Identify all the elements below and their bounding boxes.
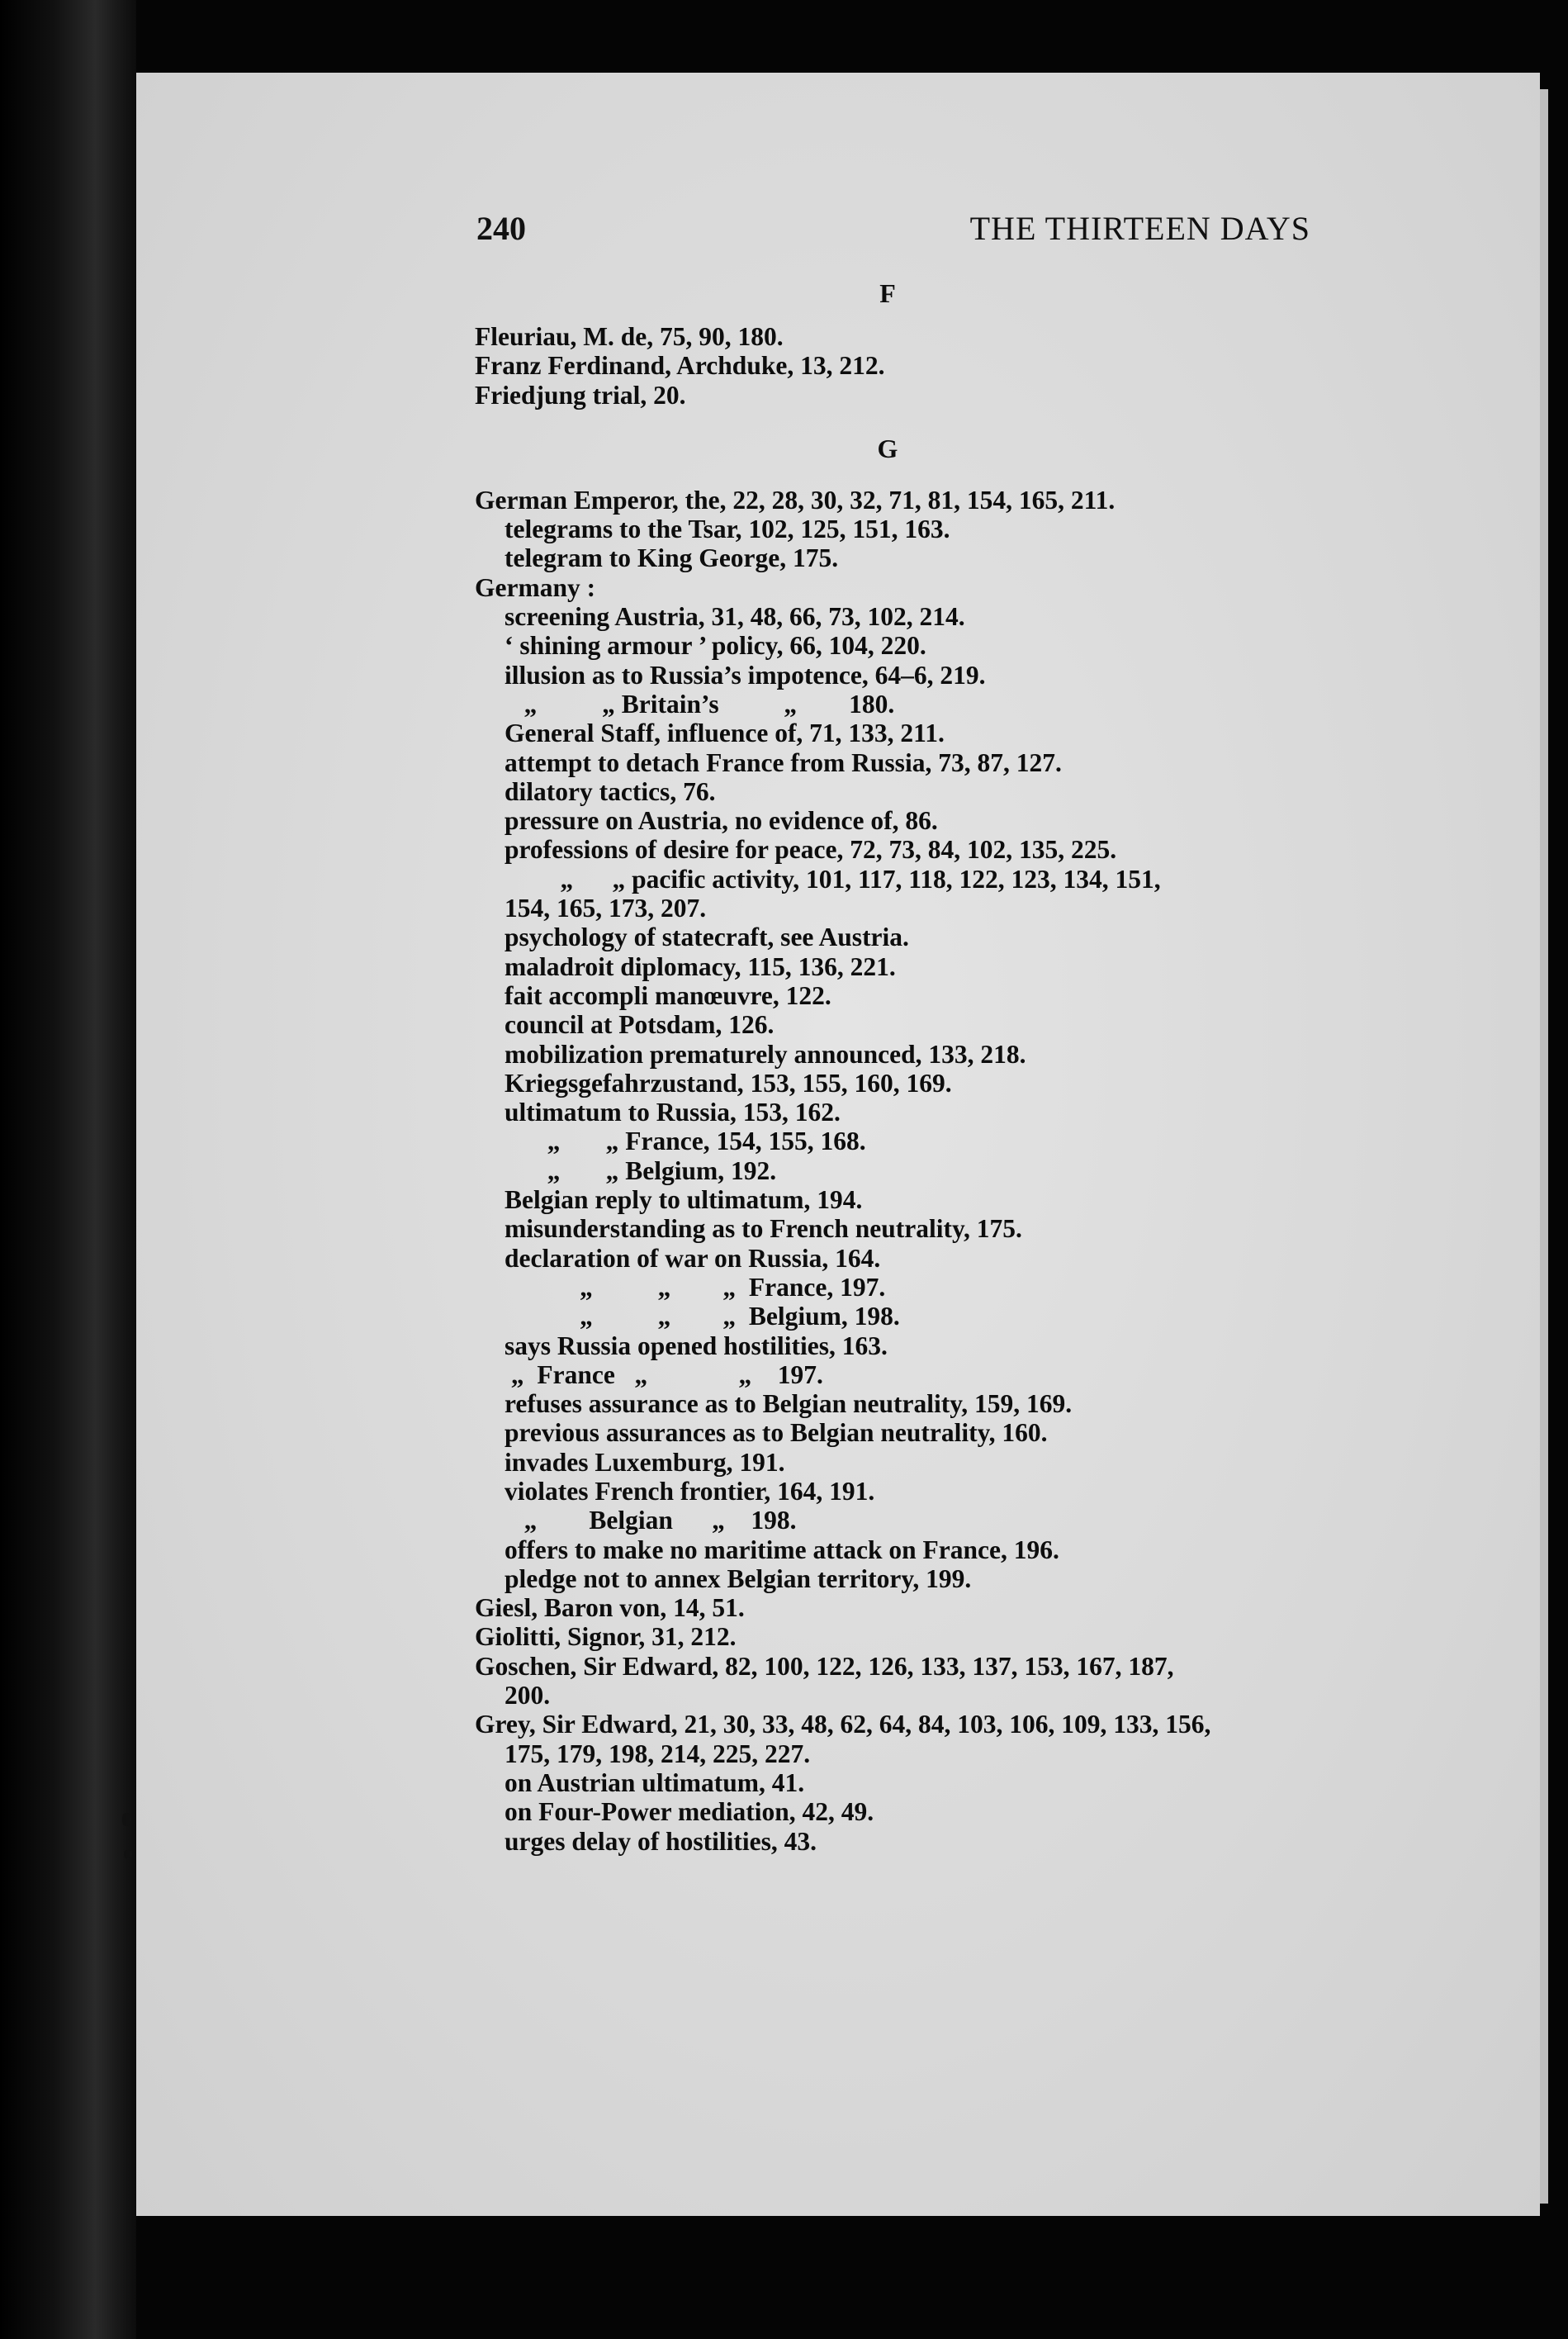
index-entry: psychology of statecraft, see Austria. bbox=[505, 923, 909, 952]
index-entry: dilatory tactics, 76. bbox=[505, 776, 716, 806]
index-entry: pressure on Austria, no evidence of, 86. bbox=[505, 806, 938, 836]
book-binding-edge bbox=[0, 0, 136, 2339]
index-entry: illusion as to Russia’s impotence, 64–6, 219. bbox=[505, 660, 986, 690]
running-title: THE THIRTEEN DAYS bbox=[969, 210, 1310, 247]
index-entry: „ „ pacific activity, 101, 117, 118, 122, 123, 134, 151, bbox=[534, 864, 1161, 894]
index-entry: attempt to detach France from Russia, 73, 87, 127. bbox=[505, 747, 1062, 777]
index-entry: mobilization prematurely announced, 133, 218. bbox=[505, 1039, 1026, 1069]
index-entry: „ „ France, 154, 155, 168. bbox=[534, 1127, 866, 1156]
index-entry: violates French frontier, 164, 191. bbox=[505, 1476, 875, 1506]
index-entry: ‘ shining armour ’ policy, 66, 104, 220. bbox=[505, 631, 926, 661]
index-entry: telegram to King George, 175. bbox=[505, 543, 839, 573]
section-letter-f: F bbox=[879, 278, 896, 308]
index-entry: misunderstanding as to French neutrality, 175. bbox=[505, 1214, 1022, 1244]
index-entry: fait accompli manœuvre, 122. bbox=[505, 980, 831, 1010]
index-entry: Grey, Sir Edward, 21, 30, 33, 48, 62, 64, 84, 103, 106, 109, 133, 156, bbox=[475, 1710, 1211, 1739]
index-entry: telegrams to the Tsar, 102, 125, 151, 163. bbox=[505, 515, 950, 544]
index-entry: Friedjung trial, 20. bbox=[475, 380, 686, 410]
index-entry: Belgian reply to ultimatum, 194. bbox=[505, 1185, 863, 1215]
scan-speck bbox=[122, 1813, 130, 1826]
index-entry: pledge not to annex Belgian territory, 199. bbox=[505, 1563, 972, 1593]
index-entry: says Russia opened hostilities, 163. bbox=[505, 1331, 888, 1360]
index-entry: 154, 165, 173, 207. bbox=[505, 894, 707, 923]
index-entry: on Four-Power mediation, 42, 49. bbox=[505, 1797, 874, 1827]
index-entry: council at Potsdam, 126. bbox=[505, 1010, 775, 1040]
index-entry: ultimatum to Russia, 153, 162. bbox=[505, 1098, 841, 1127]
index-entry: on Austrian ultimatum, 41. bbox=[505, 1767, 805, 1797]
index-entry: 175, 179, 198, 214, 225, 227. bbox=[505, 1739, 811, 1768]
index-entry: General Staff, influence of, 71, 133, 211. bbox=[505, 719, 945, 748]
index-entry: „ „ Britain’s „ 180. bbox=[505, 689, 895, 719]
index-entry: maladroit diplomacy, 115, 136, 221. bbox=[505, 951, 896, 981]
index-entry: Germany : bbox=[475, 572, 596, 602]
index-entry: „ „ „ Belgium, 198. bbox=[534, 1302, 900, 1331]
index-entry: Franz Ferdinand, Archduke, 13, 212. bbox=[475, 351, 885, 381]
index-entry: urges delay of hostilities, 43. bbox=[505, 1826, 817, 1856]
index-entry: declaration of war on Russia, 164. bbox=[505, 1243, 881, 1273]
index-entry: screening Austria, 31, 48, 66, 73, 102, 214. bbox=[505, 602, 965, 632]
index-entry: refuses assurance as to Belgian neutrality, 159, 169. bbox=[505, 1389, 1073, 1419]
scan-speck bbox=[124, 1850, 132, 1858]
index-entry: Giolitti, Signor, 31, 212. bbox=[475, 1622, 737, 1652]
index-entry: „ „ „ France, 197. bbox=[534, 1272, 886, 1302]
index-section-f bbox=[475, 322, 1548, 410]
index-entry: invades Luxemburg, 191. bbox=[505, 1447, 785, 1477]
index-entry: „ France „ „ 197. bbox=[505, 1359, 823, 1389]
index-entry: Giesl, Baron von, 14, 51. bbox=[475, 1593, 745, 1623]
index-entry: Fleuriau, M. de, 75, 90, 180. bbox=[475, 322, 784, 351]
page-number: 240 bbox=[476, 210, 526, 247]
index-entry: „ Belgian „ 198. bbox=[505, 1506, 797, 1535]
index-entry: professions of desire for peace, 72, 73, 84, 102, 135, 225. bbox=[505, 835, 1117, 865]
page-right-edge bbox=[1540, 89, 1548, 2204]
index-entry: Goschen, Sir Edward, 82, 100, 122, 126, 133, 137, 153, 167, 187, bbox=[475, 1651, 1174, 1681]
section-letter-g: G bbox=[877, 433, 898, 463]
page-content bbox=[136, 73, 1540, 2216]
index-entry: 200. bbox=[505, 1681, 551, 1710]
index-body bbox=[475, 279, 1548, 1856]
running-head bbox=[476, 209, 1310, 259]
index-entry: offers to make no maritime attack on France, 196. bbox=[505, 1535, 1059, 1564]
index-entry: previous assurances as to Belgian neutrality, 160. bbox=[505, 1418, 1048, 1448]
index-entry: Kriegsgefahrzustand, 153, 155, 160, 169. bbox=[505, 1068, 952, 1098]
index-section-g bbox=[475, 486, 1548, 1856]
index-entry: German Emperor, the, 22, 28, 30, 32, 71, 81, 154, 165, 211. bbox=[475, 485, 1116, 515]
index-entry: „ „ Belgium, 192. bbox=[534, 1155, 777, 1185]
book-page bbox=[136, 73, 1540, 2216]
